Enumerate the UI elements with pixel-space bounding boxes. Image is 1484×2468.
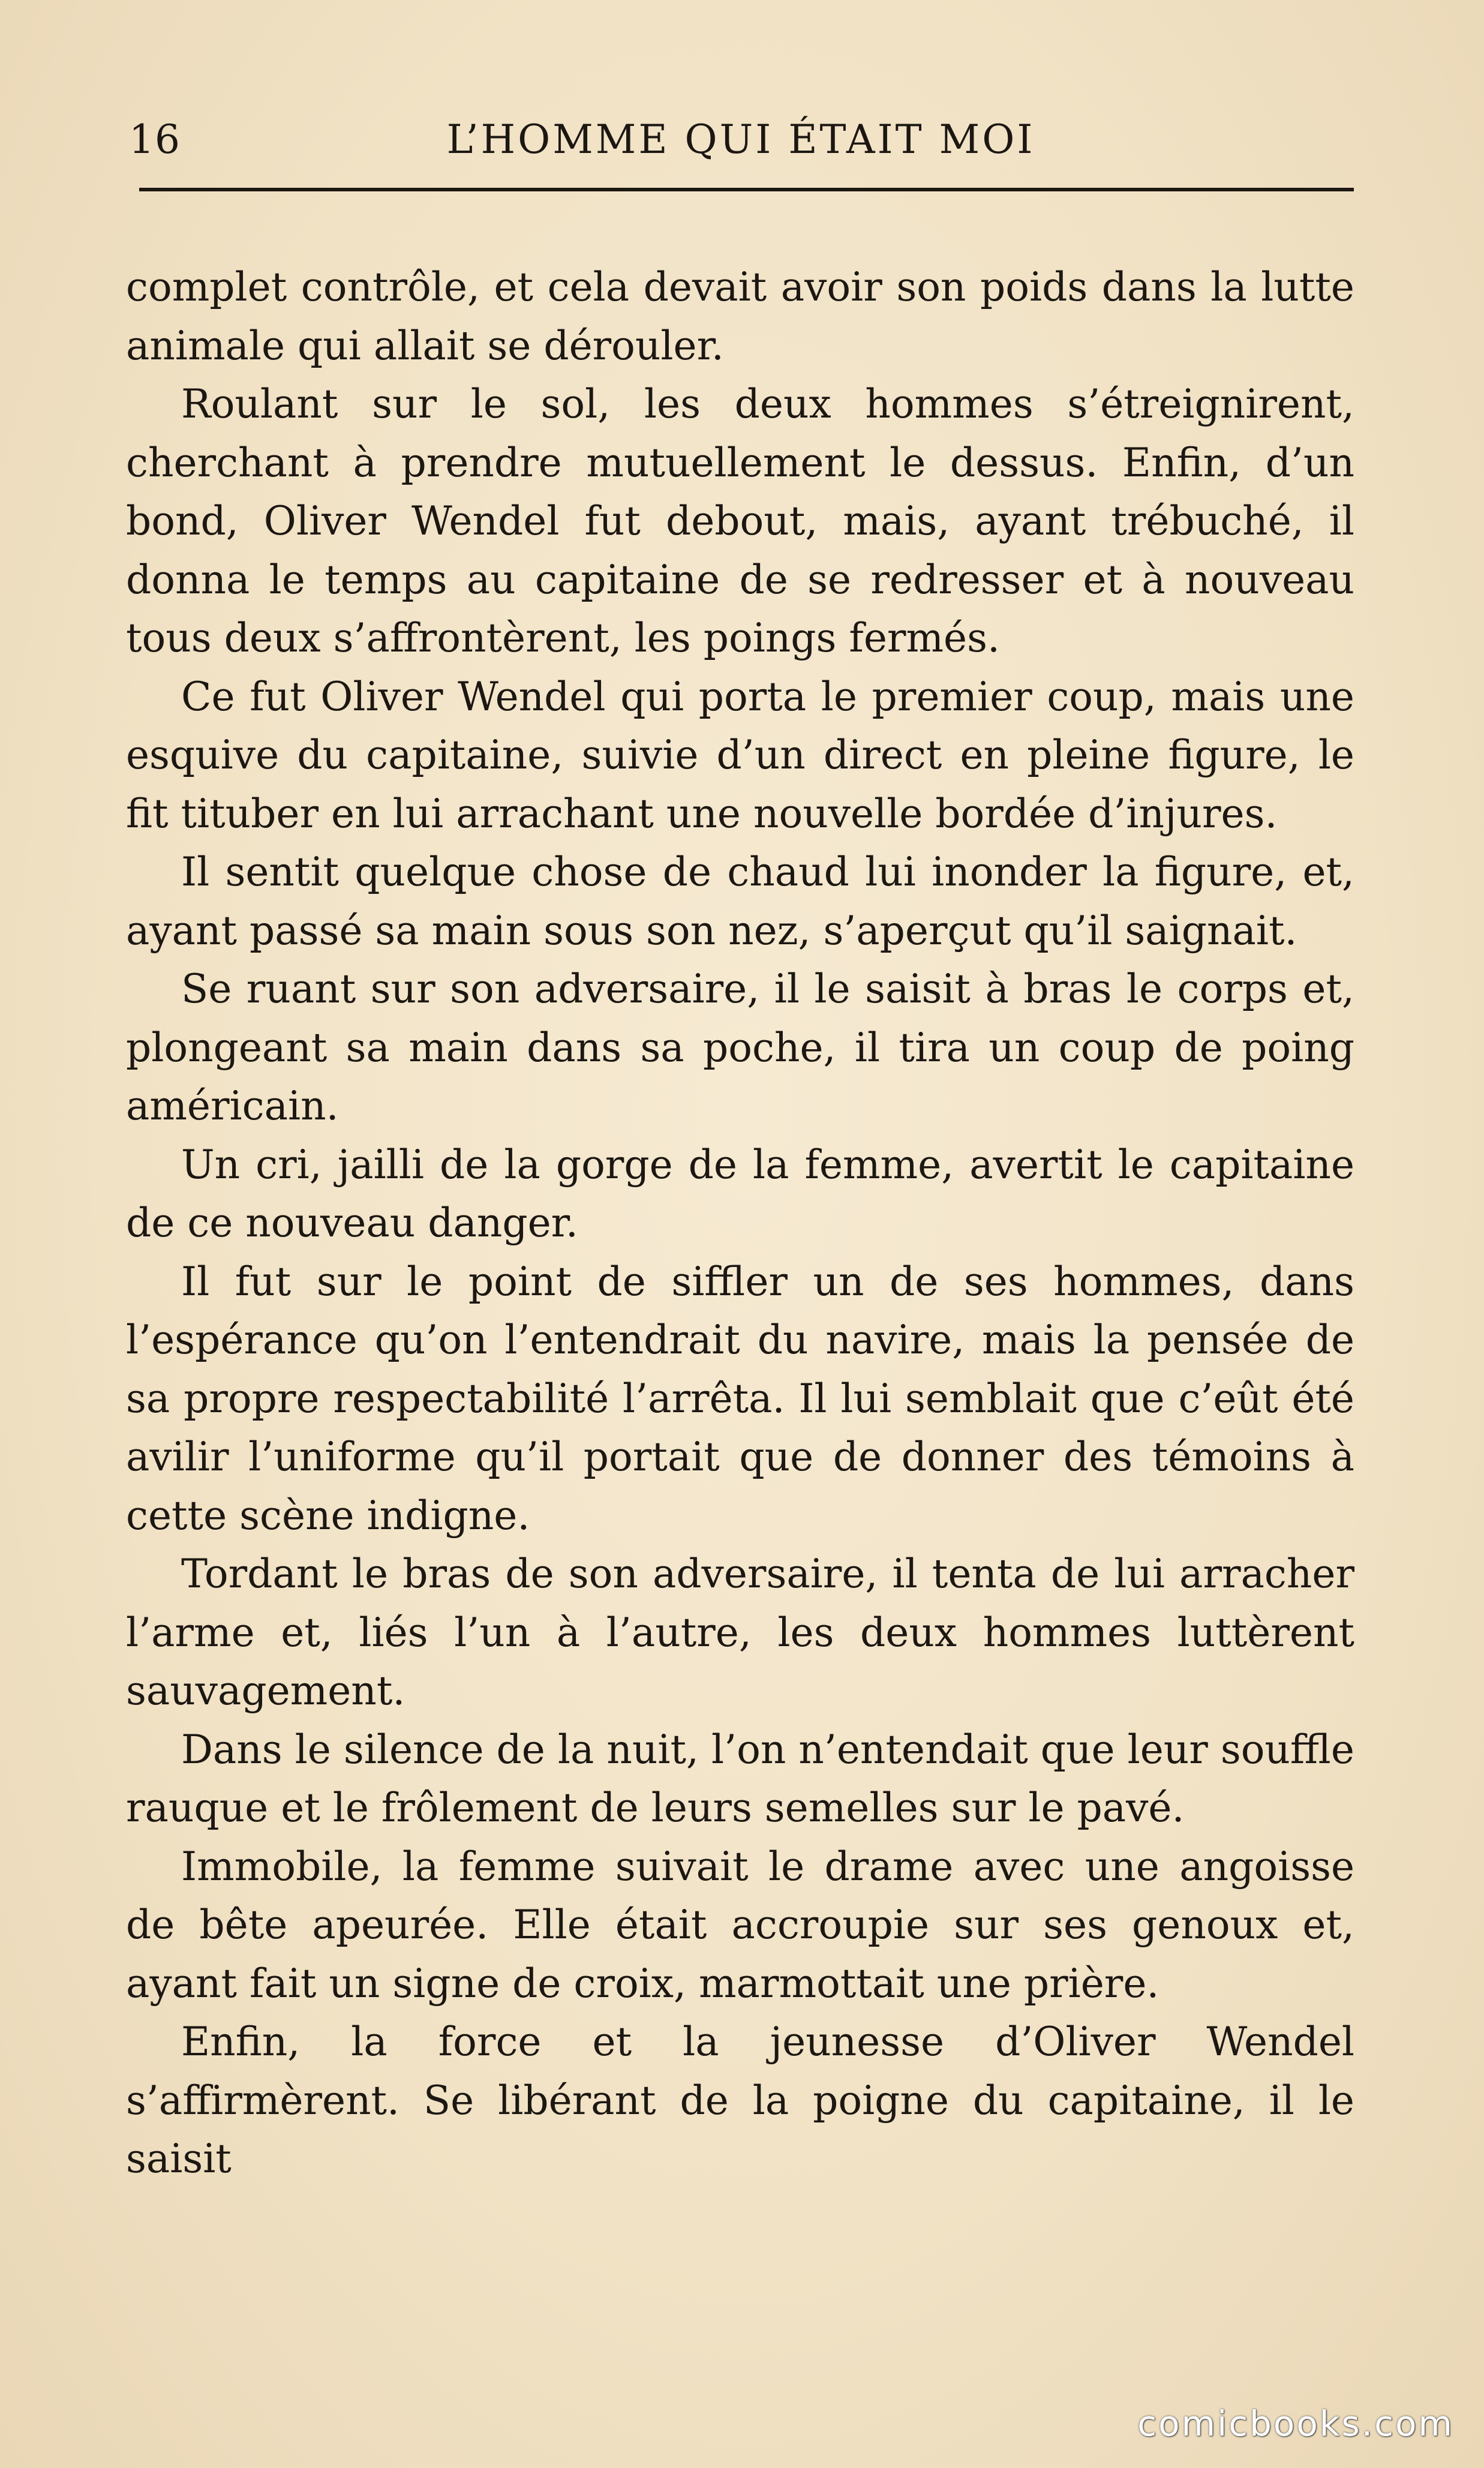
body-text bbox=[126, 258, 1354, 2188]
paragraph: Roulant sur le sol, les deux hommes s’étreignirent, cherchant à prendre mutuellement le dessus. Enfin, d’un bond, Oliver Wendel fut debout, mais, ayant trébuché, il donna le temps au capitaine de se redresser et à nouveau tous deux s’affrontèrent, les poings fermés. bbox=[126, 381, 1354, 661]
paragraph: Un cri, jailli de la gorge de la femme, avertit le capitaine de ce nouveau danger. bbox=[126, 1141, 1354, 1246]
paragraph: complet contrôle, et cela devait avoir son poids dans la lutte animale qui allait se dérouler. bbox=[126, 264, 1354, 369]
paragraph: Il fut sur le point de siffler un de ses hommes, dans l’espérance qu’on l’entendrait du navire, mais la pensée de sa propre respectabilité l’arrêta. Il lui semblait que c’eût été avilir l’uniforme qu’il portait que de donner des témoins à cette scène indigne. bbox=[126, 1258, 1354, 1539]
page-header bbox=[129, 111, 1353, 168]
paragraph: Il sentit quelque chose de chaud lui inonder la figure, et, ayant passé sa main sous son nez, s’aperçut qu’il saignait. bbox=[126, 849, 1354, 954]
header-rule bbox=[139, 188, 1354, 191]
paragraph: Ce fut Oliver Wendel qui porta le premier coup, mais une esquive du capitaine, suivie d’un direct en pleine figure, le fit tituber en lui arrachant une nouvelle bordée d’injures. bbox=[126, 673, 1354, 837]
paragraph: Enfin, la force et la jeunesse d’Oliver Wendel s’affirmèrent. Se libérant de la poigne du capitaine, il le saisit bbox=[126, 2019, 1354, 2182]
paragraph: Se ruant sur son adversaire, il le saisit à bras le corps et, plongeant sa main dans sa poche, il tira un coup de poing américain. bbox=[126, 966, 1354, 1129]
paragraph: Immobile, la femme suivait le drame avec une angoisse de bête apeurée. Elle était accroupie sur ses genoux et, ayant fait un signe de croix, marmottait une prière. bbox=[126, 1843, 1354, 2007]
watermark: comicbooks.com bbox=[1137, 2403, 1454, 2444]
paragraph: Tordant le bras de son adversaire, il tenta de lui arracher l’arme et, liés l’un à l’autre, les deux hommes luttèrent sauvagement. bbox=[126, 1551, 1354, 1714]
page-number: 16 bbox=[129, 116, 181, 163]
running-head-title: L’HOMME QUI ÉTAIT MOI bbox=[446, 116, 1035, 163]
paragraph: Dans le silence de la nuit, l’on n’entendait que leur souffle rauque et le frôlement de leurs semelles sur le pavé. bbox=[126, 1726, 1354, 1831]
